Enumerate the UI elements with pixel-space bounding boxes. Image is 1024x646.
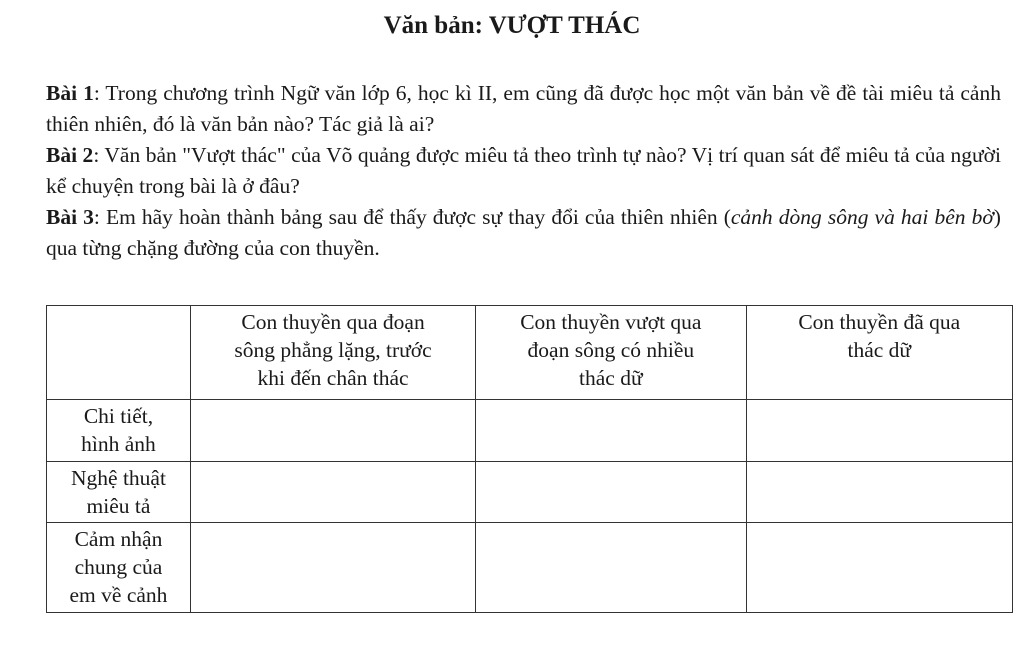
question-1-label: Bài 1 [46, 81, 94, 105]
question-2 [46, 140, 1001, 202]
table-cell [190, 400, 475, 462]
row-label-details: Chi tiết, hình ảnh [47, 400, 191, 462]
header-corner-cell [47, 306, 191, 400]
row-label-technique: Nghệ thuật miêu tả [47, 462, 191, 523]
question-1-text: : Trong chương trình Ngữ văn lớp 6, học kì II, em cũng đã được học một văn bản về đề tài miêu tả cảnh thiên nhiên, đó là văn bản nào? Tác giả là ai? [46, 81, 1001, 136]
table-row [47, 462, 1013, 523]
questions-block [46, 78, 1001, 264]
header-stage-3: Con thuyền đã qua thác dữ [746, 306, 1012, 400]
table-cell [190, 462, 475, 523]
table-cell [476, 400, 746, 462]
question-3-text: : Em hãy hoàn thành bảng sau để thấy được sự thay đổi của thiên nhiên ( [93, 205, 731, 229]
table-cell [746, 400, 1012, 462]
table-cell [190, 523, 475, 613]
table-header-row [47, 306, 1013, 400]
question-3 [46, 202, 1001, 264]
question-3-italic: cảnh dòng sông và hai bên bờ [730, 205, 994, 229]
row-label-impression: Cảm nhận chung của em về cảnh [47, 523, 191, 613]
table-cell [476, 523, 746, 613]
question-2-text: : Văn bản "Vượt thác" của Võ quảng được miêu tả theo trình tự nào? Vị trí quan sát để miêu tả của người kể chuyện trong bài là ở đâu? [46, 143, 1001, 198]
question-3-label: Bài 3 [46, 205, 94, 229]
header-stage-2: Con thuyền vượt qua đoạn sông có nhiều thác dữ [476, 306, 746, 400]
header-stage-1: Con thuyền qua đoạn sông phẳng lặng, trước khi đến chân thác [190, 306, 475, 400]
question-3-text-after: ) qua từng chặng đường của con thuyền. [46, 205, 1001, 260]
comparison-table [46, 305, 1013, 613]
document-title: Văn bản: VƯỢT THÁC [383, 12, 641, 39]
question-2-label: Bài 2 [46, 143, 94, 167]
table-cell [746, 462, 1012, 523]
table-row [47, 523, 1013, 613]
table-cell [746, 523, 1012, 613]
question-1 [46, 78, 1001, 140]
table-cell [476, 462, 746, 523]
table-row [47, 400, 1013, 462]
